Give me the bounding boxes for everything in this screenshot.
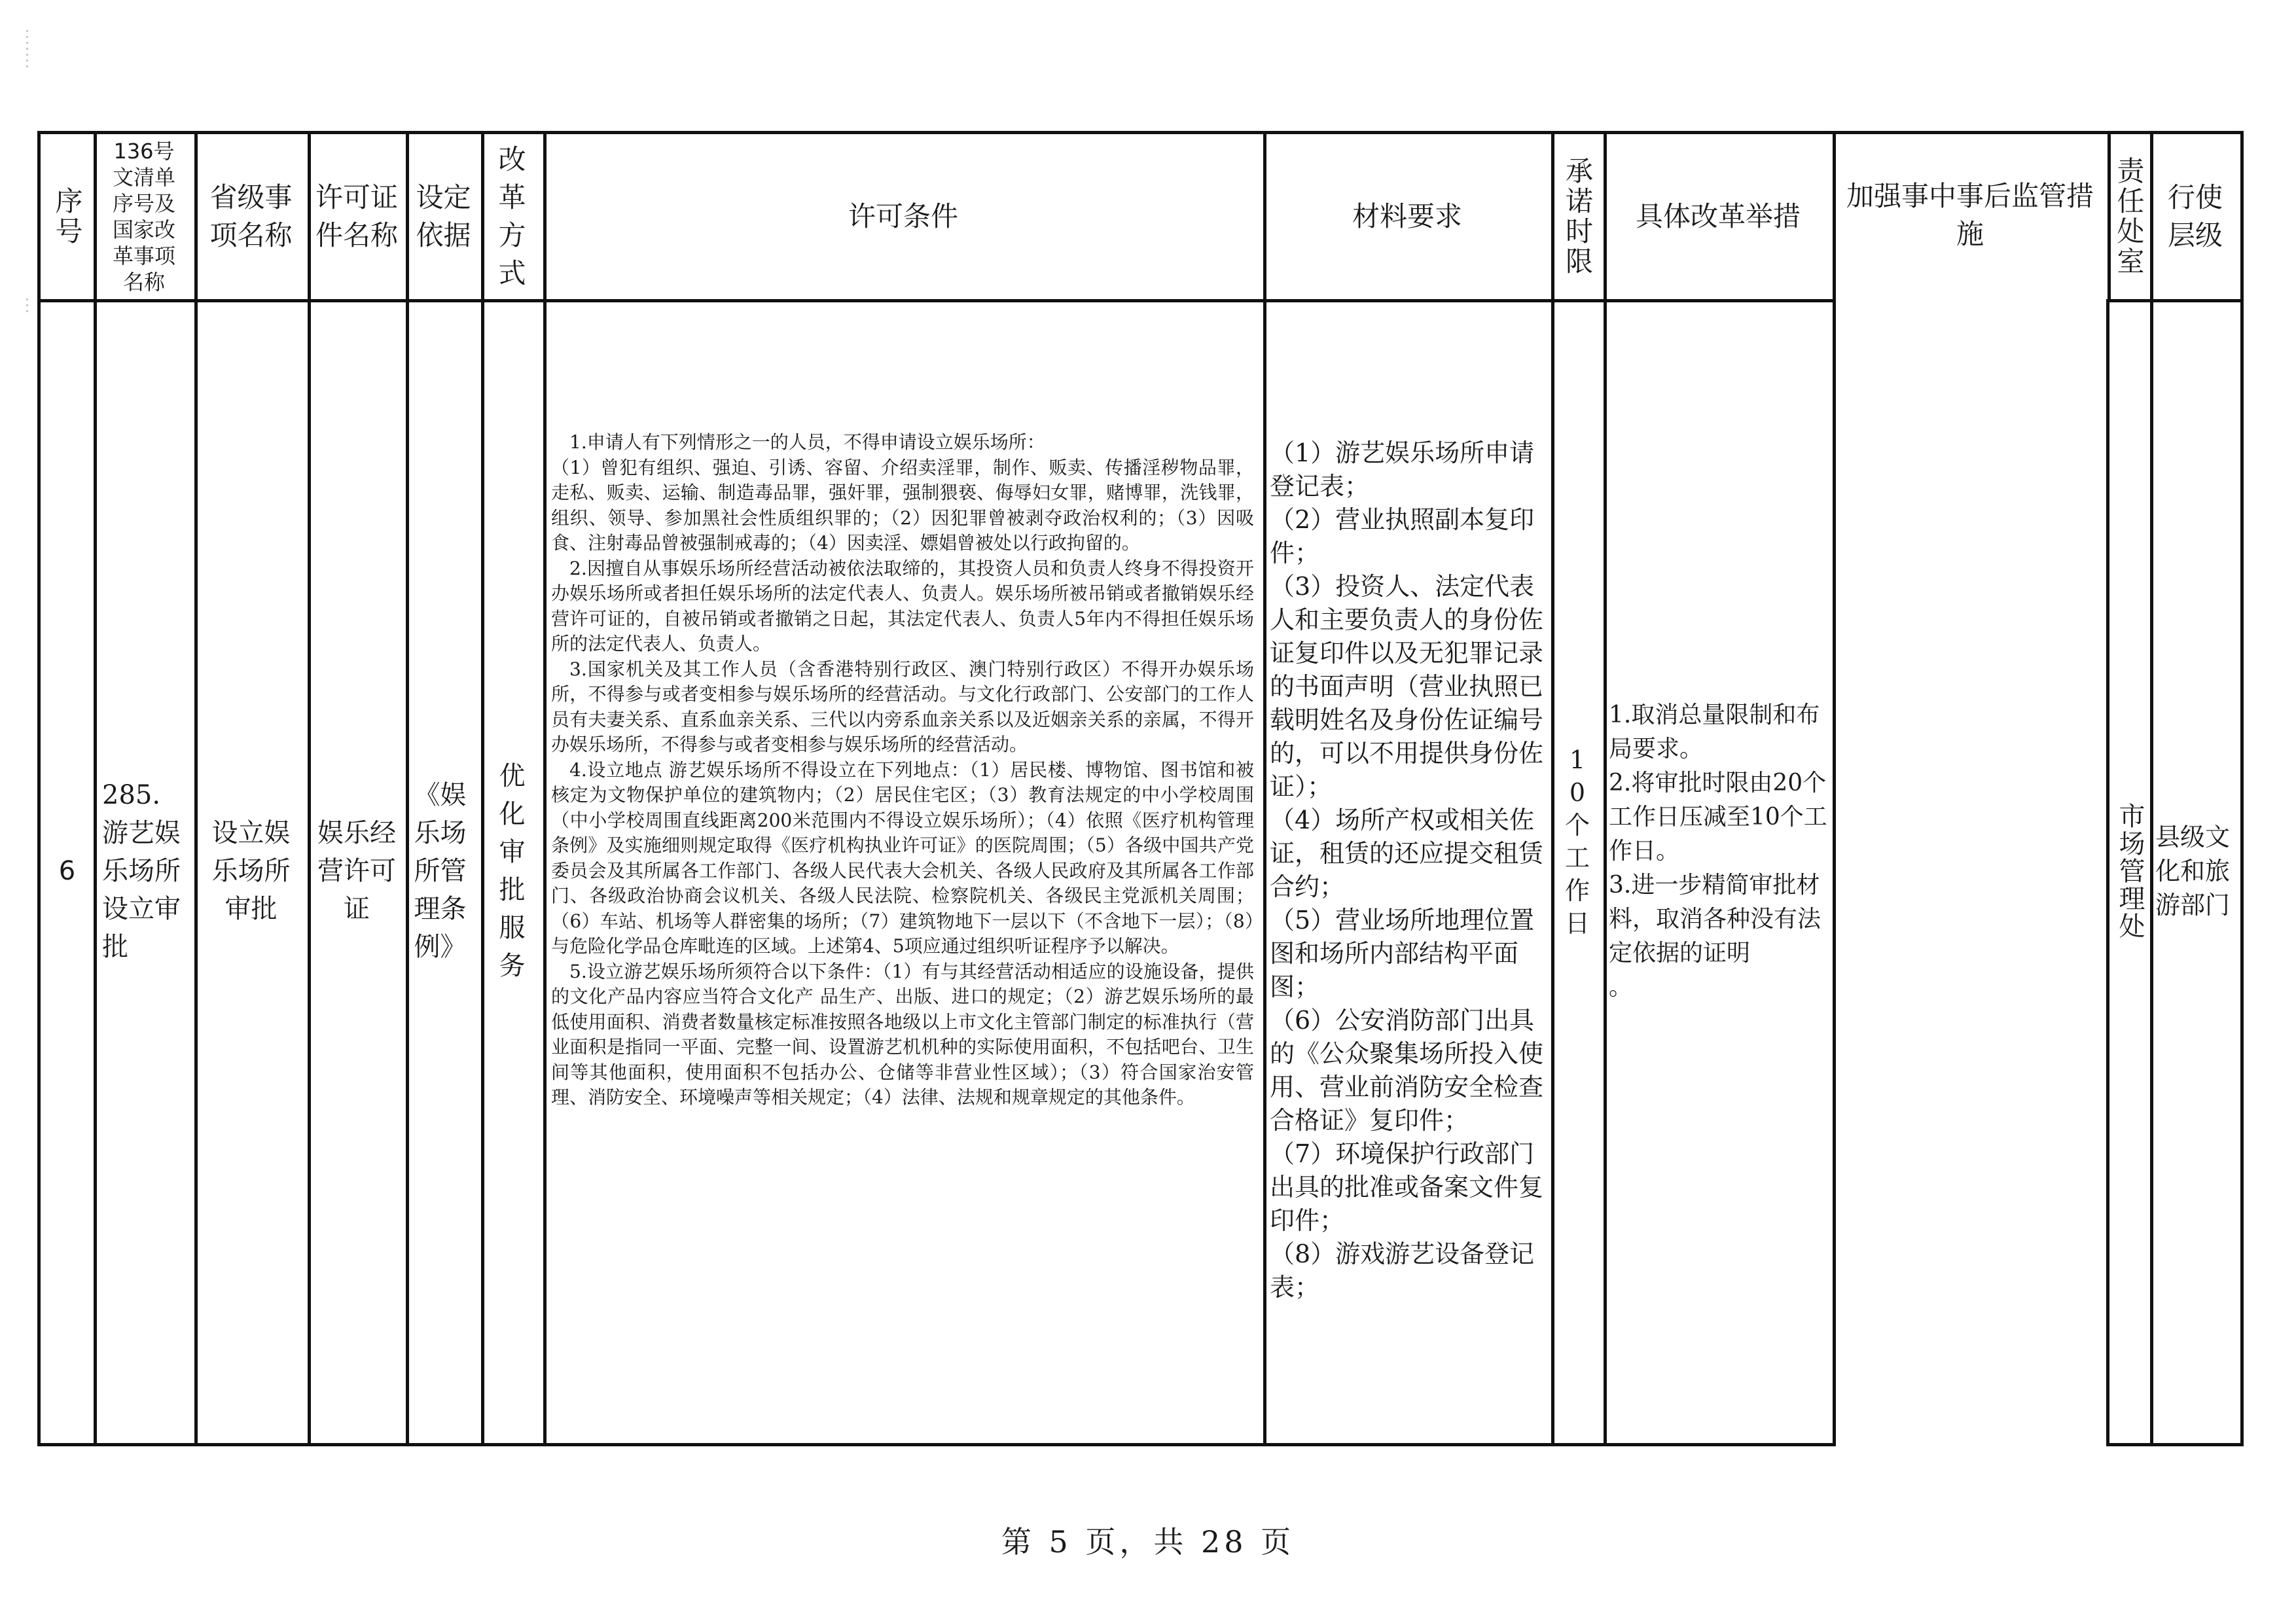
header-legal-basis: 设定依据 bbox=[406, 131, 484, 302]
cell-item-136: 285.游艺娱乐场所设立审批 bbox=[94, 299, 198, 1446]
reform-item: 。 bbox=[1609, 974, 1633, 1001]
cell-level: 县级文化和旅游部门 bbox=[2150, 299, 2244, 1446]
reform-measures-list bbox=[1604, 698, 1833, 1005]
material-item: （8）游戏游艺设备登记表； bbox=[1270, 1240, 1535, 1302]
header-time-limit: 承诺时限 bbox=[1551, 131, 1607, 302]
page-number: 第 5 页，共 28 页 bbox=[1001, 1524, 1295, 1560]
reform-item: 2.将审批时限由20个工作日压减至10个工作日。 bbox=[1609, 770, 1827, 865]
cell-conditions bbox=[543, 299, 1266, 1446]
cell-seq: 6 bbox=[37, 299, 97, 1446]
header-office: 责任处室 bbox=[2108, 131, 2153, 302]
cell-materials bbox=[1263, 299, 1554, 1446]
material-item: （4）场所产权或相关佐证，租赁的还应提交租赁合约； bbox=[1270, 806, 1544, 901]
scan-artifact bbox=[24, 294, 33, 316]
cell-supervision bbox=[1833, 299, 2111, 1446]
cell-legal-basis: 《娱乐场所管理条例》 bbox=[406, 299, 484, 1446]
reform-item: 1.取消总量限制和布局要求。 bbox=[1609, 702, 1820, 762]
header-conditions: 许可条件 bbox=[543, 131, 1266, 302]
material-item: （6）公安消防部门出具的《公众聚集场所投入使用、营业前消防安全检查合格证》复印件； bbox=[1270, 1006, 1544, 1135]
cell-reform-mode: 优化审批服务 bbox=[481, 299, 547, 1446]
reform-item: 3.进一步精简审批材料，取消各种没有法定依据的证明 bbox=[1609, 872, 1821, 967]
header-reform-mode: 改革方式 bbox=[481, 131, 547, 302]
header-license-name: 许可证件名称 bbox=[308, 131, 409, 302]
material-item: （1）游艺娱乐场所申请登记表； bbox=[1270, 438, 1535, 501]
materials-list bbox=[1263, 437, 1551, 1304]
scan-artifact bbox=[24, 26, 33, 71]
header-materials: 材料要求 bbox=[1263, 131, 1554, 302]
header-seq: 序号 bbox=[37, 131, 97, 302]
cell-license-name: 娱乐经营许可证 bbox=[308, 299, 409, 1446]
cell-reform-measures bbox=[1604, 299, 1836, 1446]
header-item-136: 136号文清单序号及国家改革事项名称 bbox=[94, 131, 198, 302]
material-item: （2）营业执照副本复印件； bbox=[1270, 505, 1535, 567]
material-item: （5）营业场所地理位置图和场所内部结构平面图； bbox=[1270, 906, 1535, 1001]
header-level: 行使层级 bbox=[2150, 131, 2244, 302]
conditions-text: 1.申请人有下列情形之一的人员，不得申请设立娱乐场所： （1）曾犯有组织、强迫、引诱、容留、介绍卖淫罪，制作、贩卖、传播淫秽物品罪，走私、贩卖、运输、制造毒品罪，强奸罪，强制猥亵、侮辱妇女罪，赌博罪，洗钱罪，组织、领导、参加黑社会性质组织罪的；（2）因犯罪曾被剥夺政治权利的；（3）因吸食、注射毒品曾被强制戒毒的；（4）因卖淫、嫖娼曾被处以行政拘留的。 2.因擅自从事娱乐场所经营活动被依法取缔的，其投资人员和负责人终身不得投资开办娱乐场所或者担任娱乐场所的法定代表人、负责人。娱乐场所被吊销或者撤销娱乐经营许可证的，自被吊销或者撤销之日起，其法定代表人、负责人5年内不得担任娱乐场所的法定代表人、负责人。 3.国家机关及其工作人员（含香港特别行政区、澳门特别行政区）不得开办娱乐场所，不得参与或者变相参与娱乐场所的经营活动。与文化行政部门、公安部门的工作人员有夫妻关系、直系血亲关系、三代以内旁系血亲关系以及近姻亲关系的亲属，不得开办娱乐场所，不得参与或者变相参与娱乐场所的经营活动。 4.设立地点 游艺娱乐场所不得设立在下列地点：（1）居民楼、博物馆、图书馆和被核定为文物保护单位的建筑物内；（2）居民住宅区；（3）教育法规定的中小学校周围（中小学校周围直线距离200米范围内不得设立娱乐场所）；（4）依照《医疗机构管理条例》及实施细则规定取得《医疗机构执业许可证》的医院周围；（5）各级中国共产党委员会及其所属各工作部门、各级人民代表大会机关、各级人民政府及其所属各工作部门、各级政治协商会议机关、各级人民法院、检察院机关、各级民主党派机关周围；（6）车站、机场等人群密集的场所；（7）建筑物地下一层以下（不含地下一层）；（8）与危险化学品仓库毗连的区域。上述第4、5项应通过组织听证程序予以解决。 5.设立游艺娱乐场所须符合以下条件：（1）有与其经营活动相适应的设施设备，提供的文化产品内容应当符合文化产 品生产、出版、进口的规定；（2）游艺娱乐场所的最低使用面积、消费者数量核定标准按照各地级以上市文化主管部门制定的标准执行（营业面积是指同一平面、完整一间、设置游艺机机种的实际使用面积，不包括吧台、卫生间等其他面积，使用面积不包括办公、仓储等非营业性区域）；（3）符合国家治安管理、消防安全、环境噪声等相关规定；（4）法律、法规和规章规定的其他条件。 bbox=[551, 431, 1254, 1108]
header-supervision: 加强事中事后监管措施 bbox=[1833, 131, 2111, 302]
cell-time-limit: 10个工作日 bbox=[1551, 299, 1607, 1446]
material-item: （7）环境保护行政部门出具的批准或备案文件复印件； bbox=[1270, 1139, 1544, 1235]
cell-provincial-item: 设立娱乐场所审批 bbox=[194, 299, 311, 1446]
cell-office: 市场管理处 bbox=[2106, 299, 2153, 1446]
header-reform-measures: 具体改革举措 bbox=[1604, 131, 1836, 302]
header-provincial-item: 省级事项名称 bbox=[194, 131, 311, 302]
material-item: （3）投资人、法定代表人和主要负责人的身份佐证复印件以及无犯罪记录的书面声明（营业执照已载明姓名及身份佐证编号的，可以不用提供身份佐证）； bbox=[1270, 572, 1544, 801]
